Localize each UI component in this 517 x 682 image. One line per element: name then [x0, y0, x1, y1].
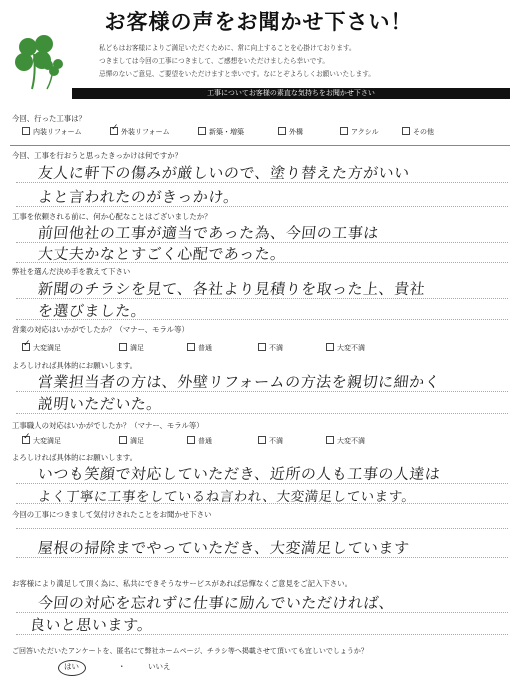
checkmark-icon: ✓: [23, 339, 31, 349]
q3-label: 工事を依頼される前に、何か心配なことはございましたか？: [12, 212, 212, 221]
q7-answer-line-1: 屋根の掃除までやっていただき、大変満足しています: [37, 539, 411, 557]
checkbox[interactable]: [402, 127, 410, 135]
checkbox[interactable]: [119, 343, 127, 351]
q1-options: [12, 123, 512, 139]
intro-line-3: 忌憚のないご意見、ご要望をいただけますと幸いです。なにとぞよろしくお願いいたします。: [99, 70, 375, 78]
checkbox[interactable]: [119, 436, 127, 444]
divider: [10, 145, 510, 146]
checkbox[interactable]: [22, 127, 30, 135]
q1-option-axil[interactable]: アクシル: [340, 127, 379, 137]
checkbox[interactable]: [326, 343, 334, 351]
q1-option-exterior-works[interactable]: 外構: [278, 127, 303, 137]
checkbox[interactable]: [198, 127, 206, 135]
q5-answer-line-1: 営業担当者の方は、外壁リフォームの方法を親切に細かく: [37, 373, 442, 391]
clover-icon: [14, 34, 64, 90]
q5-option-dissatisfied[interactable]: 不満: [258, 343, 283, 353]
q6-option-very-satisfied[interactable]: ✓ 大変満足: [23, 432, 61, 445]
intro-line-1: 私どもはお客様によりご満足いただくために、常に向上することを心掛けております。: [99, 44, 356, 52]
checkbox-checked[interactable]: [22, 339, 31, 351]
q9-option-no[interactable]: いいえ: [148, 662, 171, 671]
q8-answer-line-2: 良いと思います。: [29, 616, 154, 634]
intro-line-2: つきましては今回の工事につきまして、ご感想をいただけましたら幸いです。: [99, 57, 329, 65]
checkbox-checked[interactable]: [22, 432, 31, 444]
q4-answer-line-2: を選びました。: [37, 302, 148, 320]
answer-rule: [16, 612, 508, 613]
q2-label: 今回、工事を行おうと思ったきっかけは何ですか？: [12, 151, 182, 160]
q6-detail-label: よろしければ具体的にお願いします。: [12, 453, 138, 462]
q1-option-other[interactable]: その他: [402, 127, 434, 137]
q9-separator: ・: [118, 662, 126, 671]
q9-label: ご回答いただいたアンケートを、匿名にて弊社ホームページ、チラシ等へ掲載させて頂いても宜しいでしょうか？: [12, 647, 368, 655]
checkbox[interactable]: [187, 436, 195, 444]
q1-label: 今回、行った工事は？: [12, 114, 86, 123]
checkbox[interactable]: [258, 436, 266, 444]
q6-options: [12, 432, 512, 448]
q1-option-new-build[interactable]: 新築・増築: [198, 127, 244, 137]
q5-option-neutral[interactable]: 普通: [187, 343, 212, 353]
checkmark-icon: ✓: [111, 123, 119, 133]
answer-rule: [16, 528, 508, 529]
answer-rule: [16, 182, 508, 183]
checkmark-icon: ✓: [23, 432, 31, 442]
q5-option-very-dissatisfied[interactable]: 大変不満: [326, 343, 365, 353]
q5-detail-label: よろしければ具体的にお願いします。: [12, 361, 138, 370]
checkbox[interactable]: [187, 343, 195, 351]
answer-rule: [16, 413, 508, 414]
answer-rule: [16, 391, 508, 392]
q1-option-interior[interactable]: 内装リフォーム: [22, 127, 82, 137]
q8-label: お客様により満足して頂く為に、私共にできそうなサービスがあれば忌憚なくご意見をご記入下さい。: [12, 579, 352, 588]
q9-option-yes[interactable]: はい: [64, 662, 79, 671]
answer-rule: [16, 319, 508, 320]
checkbox[interactable]: [258, 343, 266, 351]
q3-answer-line-2: 大丈夫かなとすごく心配であった。: [37, 245, 287, 263]
q5-option-very-satisfied[interactable]: ✓ 大変満足: [23, 339, 61, 352]
q4-answer-line-1: 新聞のチラシを見て、各社より見積りを取った上、貴社: [37, 280, 427, 298]
checkbox[interactable]: [340, 127, 348, 135]
q5-answer-line-2: 説明いただいた。: [37, 395, 163, 413]
page-title: お客様の声をお聞かせ下さい！: [104, 10, 413, 34]
q2-answer-line-1: 友人に軒下の傷みが厳しいので、塗り替えた方がいい: [37, 164, 411, 182]
q1-option-exterior[interactable]: ✓ 外装リフォーム: [111, 123, 170, 136]
checkbox-checked[interactable]: [110, 123, 119, 135]
q7-label: 今回の工事につきまして気付けされたことをお聞かせ下さい: [12, 510, 212, 519]
q6-option-dissatisfied[interactable]: 不満: [258, 436, 283, 446]
q4-label: 弊社を選んだ決め手を教えて下さい: [12, 267, 131, 276]
q5-options: [12, 339, 512, 355]
q5-label: 営業の対応はいかがでしたか？（マナー、モラル等）: [12, 325, 189, 334]
checkbox[interactable]: [278, 127, 286, 135]
q6-answer-line-2: よく丁寧に工事をしているね言われ、大変満足しています。: [36, 489, 417, 505]
answer-rule: [16, 298, 508, 299]
q3-answer-line-1: 前回他社の工事が適当であった為、今回の工事は: [37, 224, 380, 242]
answer-rule: [16, 262, 508, 263]
answer-rule: [16, 634, 508, 635]
q6-option-very-dissatisfied[interactable]: 大変不満: [326, 436, 365, 446]
q6-answer-line-1: いつも笑顔で対応していただき、近所の人も工事の人達は: [37, 465, 442, 483]
checkbox[interactable]: [326, 436, 334, 444]
q6-option-satisfied[interactable]: 満足: [119, 436, 144, 446]
q2-answer-line-2: よと言われたのがきっかけ。: [37, 188, 240, 206]
answer-rule: [16, 483, 508, 484]
q6-label: 工事職人の対応はいかがでしたか？（マナー、モラル等）: [12, 421, 204, 430]
answer-rule: [16, 557, 508, 558]
q5-option-satisfied[interactable]: 満足: [119, 343, 144, 353]
q8-answer-line-1: 今回の対応を忘れずに仕事に励んでいただければ、: [37, 594, 396, 612]
q6-option-neutral[interactable]: 普通: [187, 436, 212, 446]
section-banner: 工事についてお客様の素直な気持ちをお聞かせ下さい: [72, 88, 510, 99]
answer-rule: [16, 206, 508, 207]
answer-rule: [16, 503, 508, 504]
